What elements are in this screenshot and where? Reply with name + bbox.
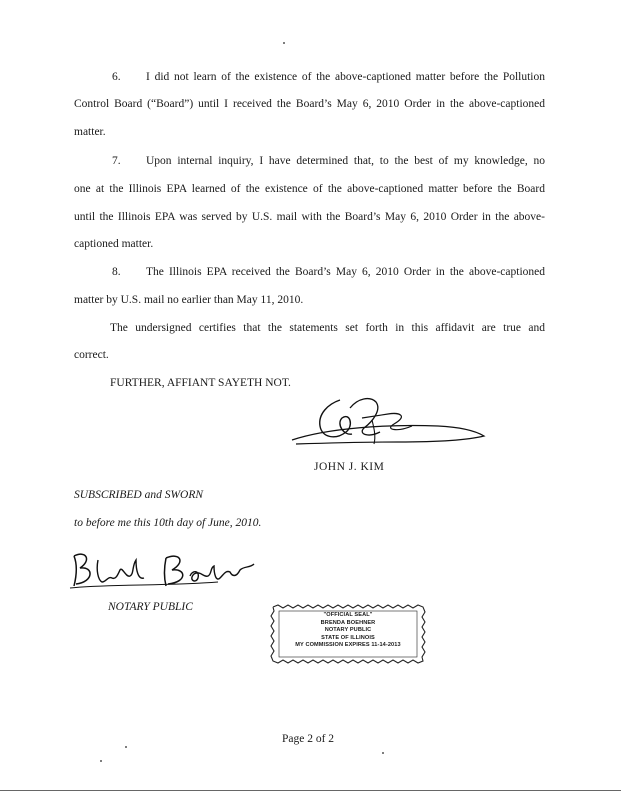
page-number: Page 2 of 2: [282, 733, 335, 745]
paragraph-7-line-2: one at the Illinois EPA learned of the existence of the above-captioned matter before the Board: [74, 183, 545, 195]
seal-state-text: STATE OF ILLINOIS: [321, 634, 375, 641]
affiant-name: JOHN J. KIM: [314, 461, 385, 473]
scan-speck: [283, 42, 285, 44]
certification-line-2: correct.: [74, 349, 109, 361]
notary-signature: [68, 548, 258, 594]
scan-speck: [100, 760, 102, 762]
certification-line-1: The undersigned certifies that the statements set forth in this affidavit are true and: [110, 322, 545, 334]
seal-notary-name: BRENDA BOEHNER: [320, 619, 376, 626]
paragraph-7-line-3: until the Illinois EPA was served by U.S. mail with the Board’s May 6, 2010 Order in the above-: [74, 211, 545, 223]
jurat-date-line: to before me this 10th day of June, 2010.: [74, 517, 262, 529]
seal-commission-expiry: MY COMMISSION EXPIRES 11-14-2013: [295, 642, 401, 649]
affiant-signature: [288, 388, 488, 460]
paragraph-6-line-2: Control Board (“Board”) until I received the Board’s May 6, 2010 Order in the above-captioned: [74, 98, 545, 110]
seal-official-seal-text: "OFFICIAL SEAL": [323, 612, 373, 618]
seal-notary-public-text: NOTARY PUBLIC: [324, 627, 372, 634]
paragraph-8-number: 8.: [112, 266, 121, 278]
paragraph-6-line-1: I did not learn of the existence of the above-captioned matter before the Pollution: [146, 71, 545, 83]
paragraph-6-number: 6.: [112, 71, 121, 83]
paragraph-7-line-4: captioned matter.: [74, 238, 154, 250]
further-affiant-statement: FURTHER, AFFIANT SAYETH NOT.: [110, 377, 291, 389]
paragraph-7-line-1: Upon internal inquiry, I have determined that, to the best of my knowledge, no: [146, 155, 545, 167]
paragraph-8-line-2: matter by U.S. mail no earlier than May 11, 2010.: [74, 294, 304, 306]
notary-public-label: NOTARY PUBLIC: [108, 601, 193, 613]
paragraph-6-line-3: matter.: [74, 126, 106, 138]
scan-speck: [125, 746, 127, 748]
paragraph-8-line-1: The Illinois EPA received the Board’s May 6, 2010 Order in the above-captioned: [146, 266, 545, 278]
paragraph-7-number: 7.: [112, 155, 121, 167]
page-bottom-rule: [0, 790, 621, 791]
jurat-subscribed-sworn: SUBSCRIBED and SWORN: [74, 489, 204, 501]
official-seal-stamp: [270, 604, 426, 664]
scan-speck: [382, 752, 384, 754]
